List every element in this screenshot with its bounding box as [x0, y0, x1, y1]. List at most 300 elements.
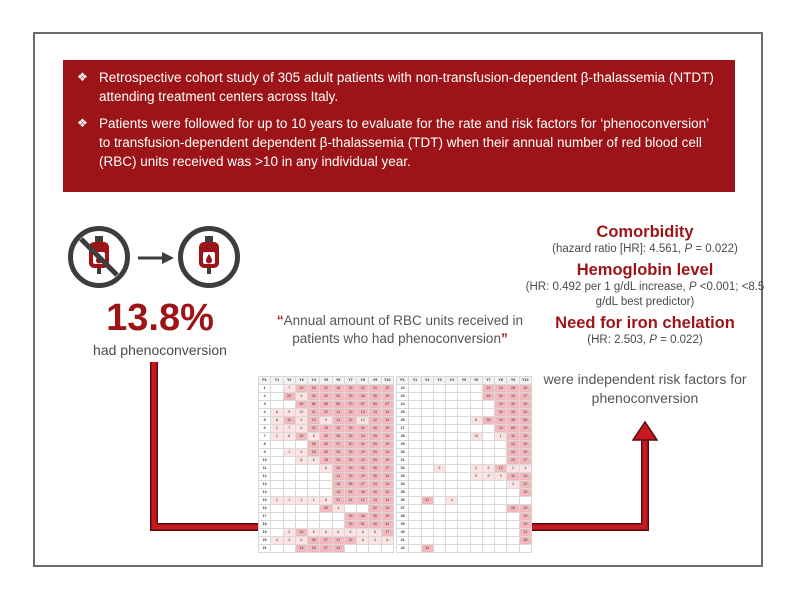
table-row — [397, 385, 532, 393]
rbc-units-cell: 70 — [344, 401, 356, 409]
table-row — [259, 457, 394, 465]
rbc-units-cell — [458, 473, 470, 481]
rbc-units-cell: 30 — [344, 441, 356, 449]
rbc-units-cell — [458, 497, 470, 505]
rbc-units-cell — [409, 417, 421, 425]
table-header-cell: Y4 — [308, 377, 320, 385]
rbc-units-cell: 27 — [381, 465, 393, 473]
rbc-units-cell — [446, 417, 458, 425]
table-row — [397, 409, 532, 417]
rbc-units-cell — [320, 473, 332, 481]
table-header-cell: Y10 — [381, 377, 393, 385]
rbc-units-cell — [433, 393, 445, 401]
table-row — [259, 385, 394, 393]
rbc-units-cell — [470, 385, 482, 393]
rbc-units-cell: 12 — [357, 497, 369, 505]
rbc-units-cell — [495, 545, 507, 553]
rbc-units-cell — [409, 521, 421, 529]
rbc-units-cell: 6 — [332, 529, 344, 537]
table-row — [397, 425, 532, 433]
rbc-units-cell: 23 — [332, 457, 344, 465]
rbc-units-cell: 30 — [369, 473, 381, 481]
table-row — [259, 433, 394, 441]
rbc-units-cell — [446, 545, 458, 553]
rbc-units-cell: 30 — [357, 441, 369, 449]
rbc-units-cell — [308, 465, 320, 473]
rbc-units-cell — [458, 425, 470, 433]
patient-label-cell: 9 — [259, 449, 271, 457]
rbc-units-cell: 22 — [344, 385, 356, 393]
rbc-units-cell: 26 — [320, 449, 332, 457]
rbc-units-cell: 12 — [320, 409, 332, 417]
table-header-cell: Y6 — [332, 377, 344, 385]
rbc-units-cell — [433, 417, 445, 425]
rbc-units-cell: 18 — [332, 385, 344, 393]
rbc-units-cell: 35 — [295, 401, 307, 409]
table-header-cell: Y5 — [320, 377, 332, 385]
rbc-units-cell: 40 — [507, 401, 519, 409]
rbc-units-cell: 12 — [332, 425, 344, 433]
rbc-units-cell — [409, 449, 421, 457]
rbc-units-cell: 4 — [369, 537, 381, 545]
rbc-units-cell — [482, 497, 494, 505]
patient-label-cell: 18 — [259, 521, 271, 529]
rbc-units-cell: 13 — [519, 473, 531, 481]
rbc-units-cell: 26 — [357, 393, 369, 401]
rbc-units-cell: 27 — [357, 481, 369, 489]
rbc-units-cell: 12 — [344, 409, 356, 417]
rbc-units-cell: 1 — [295, 497, 307, 505]
rbc-units-cell: 6 — [369, 529, 381, 537]
rbc-units-cell: 26 — [519, 385, 531, 393]
rbc-units-cell: 30 — [369, 393, 381, 401]
rbc-units-cell — [409, 489, 421, 497]
rbc-units-cell — [421, 505, 433, 513]
rbc-units-cell — [295, 465, 307, 473]
rbc-units-cell — [283, 401, 295, 409]
rbc-units-cell — [409, 529, 421, 537]
rbc-units-cell: 29 — [344, 473, 356, 481]
risk-factor-list — [520, 222, 770, 348]
rbc-units-cell: 24 — [381, 433, 393, 441]
rbc-units-cell: 9 — [283, 409, 295, 417]
table-row — [259, 425, 394, 433]
rbc-units-cell: 6 — [381, 537, 393, 545]
rbc-units-cell — [283, 545, 295, 553]
risk-factor-detail: (HR: 2.503, P = 0.022) — [587, 334, 703, 346]
rbc-units-cell — [308, 481, 320, 489]
rbc-units-cell: 19 — [344, 465, 356, 473]
rbc-units-cell: 66 — [308, 401, 320, 409]
rbc-units-cell — [433, 401, 445, 409]
rbc-units-cell — [470, 441, 482, 449]
rbc-units-cell: 57 — [357, 401, 369, 409]
rbc-units-cell: 6 — [295, 537, 307, 545]
rbc-units-cell: 28 — [507, 385, 519, 393]
rbc-units-cell — [446, 457, 458, 465]
risk-factor-detail: (hazard ratio [HR]: 4.561, P = 0.022) — [552, 243, 738, 255]
risk-factor-title: Hemoglobin level — [576, 261, 714, 279]
rbc-units-cell: 52 — [519, 409, 531, 417]
rbc-units-cell: 11 — [507, 473, 519, 481]
patient-label-cell: 8 — [259, 441, 271, 449]
rbc-units-cell — [495, 449, 507, 457]
rbc-units-cell — [495, 513, 507, 521]
rbc-units-cell: 6 — [271, 409, 283, 417]
rbc-units-cell — [409, 465, 421, 473]
rbc-units-cell: 19 — [519, 513, 531, 521]
rbc-units-cell: 6 — [357, 537, 369, 545]
table-row — [259, 545, 394, 553]
patient-label-cell: 37 — [397, 505, 409, 513]
table-row — [259, 449, 394, 457]
table-row — [397, 401, 532, 409]
rbc-units-cell — [495, 457, 507, 465]
patient-label-cell: 21 — [259, 545, 271, 553]
rbc-units-cell — [283, 457, 295, 465]
rbc-units-cell — [446, 401, 458, 409]
rbc-units-cell — [409, 385, 421, 393]
rbc-units-cell: 9 — [320, 417, 332, 425]
table-row — [259, 409, 394, 417]
rbc-units-cell: 13 — [381, 409, 393, 417]
rbc-units-cell: 30 — [369, 513, 381, 521]
rbc-units-cell — [470, 409, 482, 417]
rbc-units-cell: 10 — [357, 417, 369, 425]
rbc-units-cell — [470, 529, 482, 537]
diamond-bullet-icon: ❖ — [77, 116, 88, 130]
table-row — [259, 473, 394, 481]
table-header-cell: Y8 — [495, 377, 507, 385]
rbc-units-cell: 29 — [344, 449, 356, 457]
bullet-text: Patients were followed for up to 10 years to evaluate for the rate and risk factors for ‘phenoconversion’ to transfusion-dependent dependent β-thalassemia (TDT) when their annual number of red blood cell (RBC) units received was >10 in any individual year. — [99, 116, 709, 169]
rbc-units-cell: 59 — [369, 401, 381, 409]
rbc-units-cell: 26 — [308, 537, 320, 545]
close-quote-mark: ” — [500, 331, 508, 346]
rbc-units-cell: 30 — [519, 441, 531, 449]
rbc-units-cell: 18 — [332, 481, 344, 489]
table-row — [397, 433, 532, 441]
rbc-units-cell: 44 — [507, 393, 519, 401]
rbc-units-cell — [482, 449, 494, 457]
patient-label-cell: 38 — [397, 513, 409, 521]
rbc-units-cell: 40 — [369, 489, 381, 497]
phenoconversion-caption: had phenoconversion — [93, 342, 227, 358]
rbc-units-cell: 29 — [369, 441, 381, 449]
rbc-units-cell — [433, 513, 445, 521]
rbc-units-cell — [482, 401, 494, 409]
rbc-units-cell: 15 — [519, 433, 531, 441]
rbc-units-cell — [271, 385, 283, 393]
rbc-units-cell: 7 — [283, 385, 295, 393]
patient-label-cell: 28 — [397, 433, 409, 441]
rbc-units-cell — [433, 449, 445, 457]
rbc-units-cell: 6 — [357, 529, 369, 537]
rbc-units-cell — [470, 393, 482, 401]
rbc-units-cell: 57 — [381, 401, 393, 409]
patient-label-cell: 3 — [259, 401, 271, 409]
rbc-units-cell — [421, 489, 433, 497]
table-header-cell: Y2 — [283, 377, 295, 385]
rbc-units-cell: 26 — [320, 441, 332, 449]
rbc-units-cell: 5 — [482, 465, 494, 473]
rbc-units-cell — [446, 513, 458, 521]
rbc-units-cell — [446, 449, 458, 457]
rbc-units-cell — [308, 505, 320, 513]
rbc-units-cell — [433, 409, 445, 417]
rbc-units-cell: 13 — [332, 545, 344, 553]
patient-label-cell: 1 — [259, 385, 271, 393]
rbc-units-cell: 24 — [369, 481, 381, 489]
rbc-units-cell: 1 — [283, 497, 295, 505]
table-row — [397, 465, 532, 473]
patient-label-cell: 42 — [397, 545, 409, 553]
rbc-units-cell — [470, 449, 482, 457]
patient-label-cell: 15 — [259, 497, 271, 505]
rbc-units-cell — [271, 393, 283, 401]
rbc-units-cell — [271, 545, 283, 553]
rbc-units-cell: 24 — [308, 393, 320, 401]
rbc-units-cell: 6 — [308, 529, 320, 537]
rbc-units-cell: 28 — [308, 441, 320, 449]
rbc-units-cell — [295, 473, 307, 481]
risk-factor-title: Comorbidity — [596, 223, 694, 241]
patient-label-cell: 22 — [397, 385, 409, 393]
rbc-units-cell — [344, 545, 356, 553]
rbc-units-cell: 13 — [381, 417, 393, 425]
rbc-units-cell — [271, 521, 283, 529]
rbc-units-cell — [458, 481, 470, 489]
rbc-units-cell: 26 — [320, 505, 332, 513]
rbc-units-cell — [421, 401, 433, 409]
patient-label-cell: 2 — [259, 393, 271, 401]
rbc-units-cell: 63 — [519, 417, 531, 425]
rbc-units-cell — [458, 545, 470, 553]
rbc-units-cell: 46 — [507, 417, 519, 425]
rbc-units-cell: 27 — [332, 441, 344, 449]
patient-label-cell: 32 — [397, 465, 409, 473]
table-header-row — [397, 377, 532, 385]
risk-conclusion: were independent risk factors for phenoconversion — [543, 371, 747, 406]
rbc-units-cell: 24 — [357, 433, 369, 441]
rbc-units-cell — [446, 489, 458, 497]
rbc-units-cell: 4 — [271, 537, 283, 545]
rbc-units-cell: 14 — [507, 449, 519, 457]
patient-label-cell: 11 — [259, 465, 271, 473]
rbc-units-cell — [308, 521, 320, 529]
rbc-units-cell — [507, 489, 519, 497]
rbc-units-cell: 65 — [320, 401, 332, 409]
rbc-units-cell — [470, 505, 482, 513]
rbc-units-cell: 29 — [495, 401, 507, 409]
rbc-units-cell: 24 — [381, 449, 393, 457]
rbc-units-cell: 29 — [381, 441, 393, 449]
rbc-units-cell — [409, 513, 421, 521]
patient-label-cell: 20 — [259, 537, 271, 545]
rbc-units-cell: 12 — [308, 417, 320, 425]
rbc-units-cell — [421, 457, 433, 465]
rbc-units-cell — [433, 457, 445, 465]
rbc-units-cell — [507, 529, 519, 537]
rbc-units-cell: 32 — [332, 393, 344, 401]
rbc-units-cell — [332, 513, 344, 521]
rbc-units-cell — [271, 513, 283, 521]
rbc-units-cell — [295, 489, 307, 497]
rbc-units-cell — [421, 481, 433, 489]
rbc-units-cell — [446, 521, 458, 529]
table-row — [397, 441, 532, 449]
rbc-units-cell — [482, 513, 494, 521]
rbc-units-cell — [421, 537, 433, 545]
rbc-units-cell: 23 — [308, 385, 320, 393]
table-row — [397, 417, 532, 425]
rbc-units-cell — [271, 457, 283, 465]
rbc-units-cell — [458, 417, 470, 425]
table-header-cell: Y3 — [433, 377, 445, 385]
rbc-units-cell — [433, 489, 445, 497]
rbc-units-cell — [482, 481, 494, 489]
patient-label-cell: 12 — [259, 473, 271, 481]
rbc-units-cell — [507, 545, 519, 553]
rbc-units-cell — [433, 433, 445, 441]
rbc-units-cell: 22 — [369, 505, 381, 513]
table-row — [397, 529, 532, 537]
rbc-units-cell: 21 — [332, 497, 344, 505]
rbc-units-cell: 6 — [283, 433, 295, 441]
rbc-units-cell — [446, 465, 458, 473]
rbc-units-cell: 10 — [470, 433, 482, 441]
rbc-units-cell: 6 — [295, 425, 307, 433]
rbc-units-cell: 25 — [369, 433, 381, 441]
rbc-units-cell: 2 — [507, 465, 519, 473]
table-header-cell: Y9 — [369, 377, 381, 385]
rbc-units-cell: 34 — [381, 473, 393, 481]
rbc-units-cell: 24 — [495, 385, 507, 393]
phenoconversion-rate: 13.8% — [106, 297, 214, 339]
rbc-units-cell — [482, 537, 494, 545]
rbc-units-cell: 22 — [308, 425, 320, 433]
rbc-units-cell: 24 — [381, 481, 393, 489]
table-header-cell: Y3 — [295, 377, 307, 385]
rbc-units-cell: 23 — [295, 385, 307, 393]
rbc-units-cell: 44 — [495, 417, 507, 425]
rbc-units-cell: 6 — [320, 529, 332, 537]
rbc-units-cell — [458, 385, 470, 393]
rbc-units-cell: 29 — [519, 425, 531, 433]
rbc-units-cell — [519, 545, 531, 553]
rbc-units-cell — [433, 529, 445, 537]
rbc-units-cell — [470, 401, 482, 409]
rbc-units-cell — [283, 441, 295, 449]
diamond-bullet-icon: ❖ — [77, 70, 88, 84]
rbc-units-cell: 33 — [344, 393, 356, 401]
rbc-units-cell — [433, 473, 445, 481]
rbc-units-cell — [470, 537, 482, 545]
rbc-units-cell: 5 — [470, 473, 482, 481]
rbc-units-cell: 16 — [320, 425, 332, 433]
rbc-units-cell: 33 — [495, 425, 507, 433]
rbc-units-cell — [409, 537, 421, 545]
rbc-units-cell — [421, 513, 433, 521]
rbc-units-cell — [421, 473, 433, 481]
rbc-units-cell: 21 — [369, 385, 381, 393]
patient-label-cell: 14 — [259, 489, 271, 497]
rbc-units-cell: 40 — [369, 521, 381, 529]
rbc-units-cell: 1 — [283, 449, 295, 457]
rbc-units-cell: 23 — [344, 457, 356, 465]
rbc-units-cell: 4 — [446, 497, 458, 505]
rbc-units-cell: 20 — [507, 457, 519, 465]
rbc-units-cell — [283, 521, 295, 529]
rbc-units-cell: 11 — [283, 417, 295, 425]
rbc-units-cell: 4 — [332, 505, 344, 513]
rbc-units-cell: 32 — [344, 433, 356, 441]
rbc-units-cell — [409, 433, 421, 441]
rbc-units-cell: 29 — [369, 457, 381, 465]
patient-label-cell: 36 — [397, 497, 409, 505]
rbc-units-cell: 16 — [369, 425, 381, 433]
patient-label-cell: 5 — [259, 417, 271, 425]
rbc-units-cell — [409, 457, 421, 465]
patient-label-cell: 26 — [397, 417, 409, 425]
rbc-units-cell: 26 — [332, 433, 344, 441]
risk-factor-title: Need for iron chelation — [555, 314, 735, 332]
table-row — [259, 513, 394, 521]
rbc-units-cell — [308, 489, 320, 497]
rbc-units-cell: 18 — [320, 457, 332, 465]
rbc-units-cell: 69 — [332, 401, 344, 409]
rbc-units-cell: 29 — [344, 425, 356, 433]
rbc-units-cell — [295, 521, 307, 529]
rbc-units-cell: 15 — [295, 433, 307, 441]
table-row — [259, 393, 394, 401]
rbc-units-cell — [446, 473, 458, 481]
rbc-units-cell: 6 — [308, 457, 320, 465]
rbc-units-cell: 41 — [381, 521, 393, 529]
table-row — [259, 481, 394, 489]
table-row — [397, 537, 532, 545]
risk-factor-detail: (HR: 0.492 per 1 g/dL increase, P <0.001; <8.5 g/dL best predictor) — [525, 281, 765, 308]
rbc-units-cell: 8 — [320, 497, 332, 505]
rbc-table-right — [396, 376, 532, 553]
rbc-units-cell: 11 — [332, 409, 344, 417]
patient-label-cell: 34 — [397, 481, 409, 489]
rbc-units-cell — [446, 505, 458, 513]
rbc-units-cell — [283, 473, 295, 481]
rbc-units-cell — [446, 433, 458, 441]
rbc-units-cell: 22 — [381, 385, 393, 393]
rbc-units-cell — [421, 425, 433, 433]
patient-label-cell: 35 — [397, 489, 409, 497]
rbc-units-cell — [271, 489, 283, 497]
table-row — [397, 545, 532, 553]
rbc-units-cell: 11 — [308, 409, 320, 417]
rbc-units-cell — [446, 537, 458, 545]
rbc-units-cell — [458, 513, 470, 521]
rbc-units-cell — [446, 441, 458, 449]
rbc-units-cell: 16 — [507, 505, 519, 513]
rbc-units-cell: 2 — [271, 425, 283, 433]
rbc-units-cell: 4 — [507, 481, 519, 489]
rbc-units-cell — [283, 481, 295, 489]
rbc-units-cell — [409, 497, 421, 505]
rbc-units-cell — [421, 433, 433, 441]
patient-label-cell: 41 — [397, 537, 409, 545]
rbc-units-cell — [283, 489, 295, 497]
rbc-units-cell — [320, 513, 332, 521]
rbc-units-cell: 65 — [507, 425, 519, 433]
table-row — [397, 489, 532, 497]
